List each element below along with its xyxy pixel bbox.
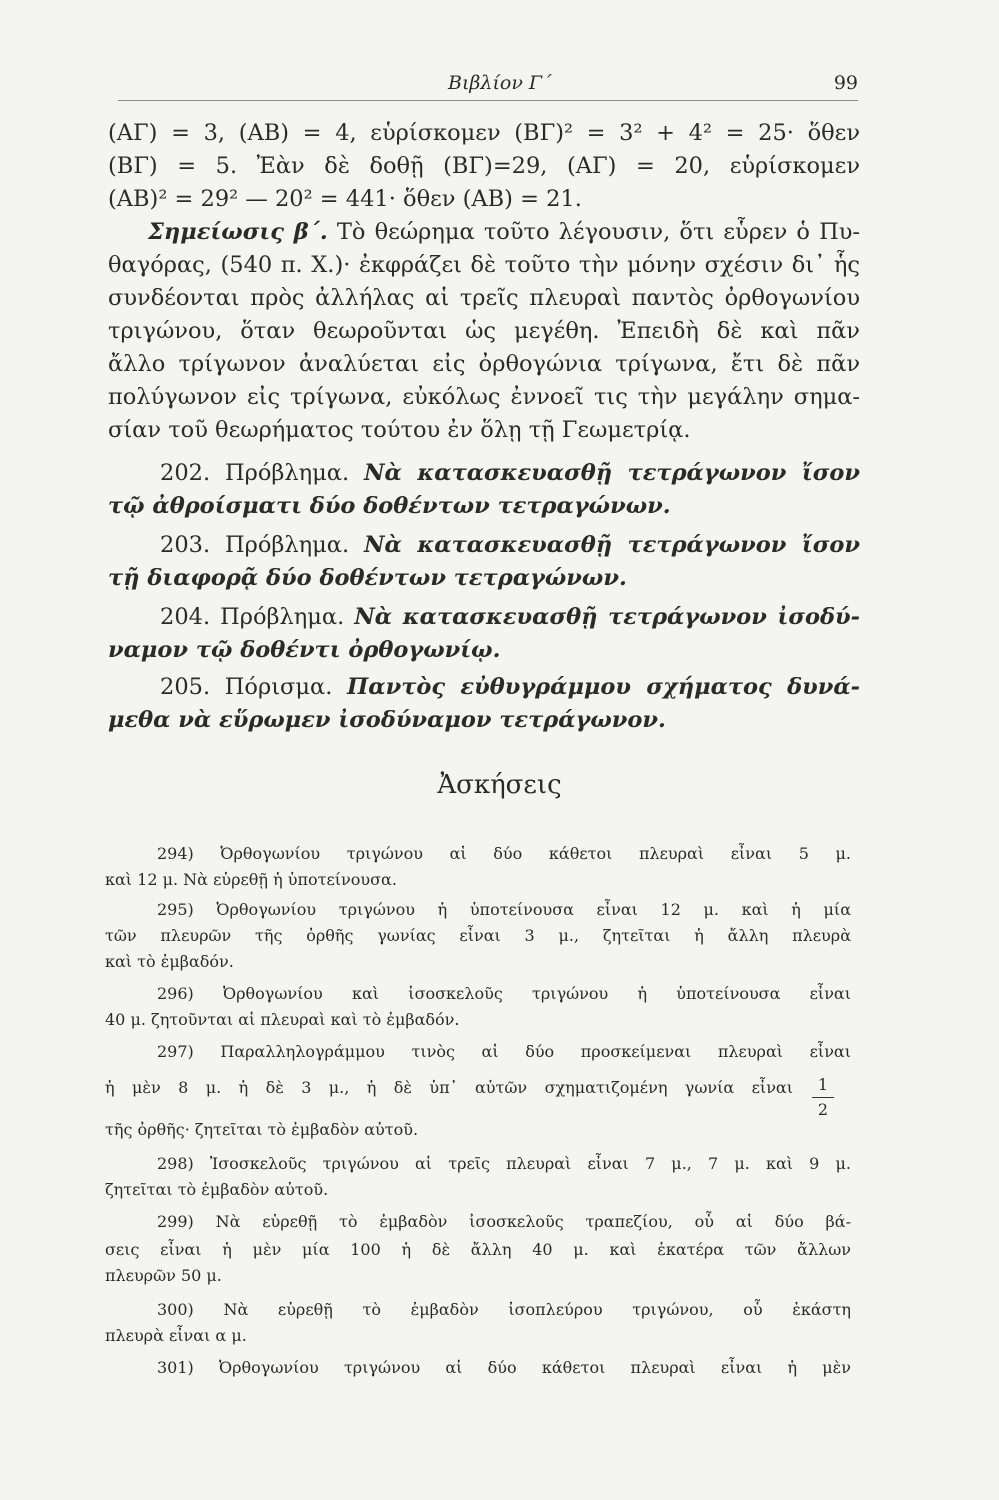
exercise-line: πλευρῶν 50 μ. <box>105 1266 222 1285</box>
page-header <box>118 70 858 101</box>
note-first-line <box>108 217 860 248</box>
exercise-line: καὶ 12 μ. Νὰ εὑρεθῇ ἡ ὑποτείνουσα. <box>105 870 397 889</box>
exercise-line: τῶν πλευρῶν τῆς ὀρθῆς γωνίας εἶναι 3 μ., ζητεῖται ἡ ἄλλη πλευρὰ <box>105 926 851 945</box>
problem-202-cont <box>108 491 860 522</box>
problem-text: Παντὸς εὐθυγράμμου σχήματος δυνά- <box>347 674 860 700</box>
problem-204 <box>108 602 860 633</box>
problem-number: 204. <box>160 604 211 630</box>
problem-text: τῇ διαφορᾷ δύο δοθέντων τετραγώνων. <box>108 565 627 591</box>
exercise-line: πλευρὰ εἶναι α μ. <box>105 1326 247 1345</box>
problem-text: ναμον τῷ δοθέντι ὀρθογωνίῳ. <box>108 637 501 663</box>
note-line: ἄλλο τρίγωνον ἀναλύεται εἰς ὀρθογώνια τρίγωνα, ἔτι δὲ πᾶν <box>108 351 860 377</box>
exercise-line: ζητεῖται τὸ ἐμβαδὸν αὐτοῦ. <box>105 1180 329 1199</box>
problem-text: Νὰ κατασκευασθῇ τετράγωνον ἰσοδύ- <box>354 604 860 630</box>
note-line: συνδέονται πρὸς ἀλλήλας αἱ τρεῖς πλευραὶ παντὸς ὀρθογωνίου <box>108 285 860 311</box>
exercise-line: τῆς ὀρθῆς· ζητεῖται τὸ ἐμβαδὸν αὐτοῦ. <box>105 1120 419 1139</box>
note-line: πολύγωνον εἰς τρίγωνα, εὐκόλως ἐννοεῖ τις τὴν μεγάλην σημα- <box>108 384 860 410</box>
exercise-line: 296) Ὀρθογωνίου καὶ ἰσοσκελοῦς τριγώνου ἡ ὑποτείνουσα εἶναι <box>157 984 851 1003</box>
exercise-line: 295) Ὀρθογωνίου τριγώνου ἡ ὑποτείνουσα εἶναι 12 μ. καὶ ἡ μία <box>157 900 851 919</box>
corollary-205-cont <box>108 705 860 736</box>
exercise-line: 297) Παραλληλογράμμου τινὸς αἱ δύο προσκείμεναι πλευραὶ εἶναι <box>157 1042 851 1061</box>
running-title: Βιβλίον Γ΄ <box>448 72 552 94</box>
text-line: (ΑΒ)² = 29² — 20² = 441· ὅθεν (ΑΒ) = 21. <box>108 186 582 212</box>
problem-text: τῷ ἀθροίσματι δύο δοθέντων τετραγώνων. <box>108 493 671 519</box>
problem-number: 205. <box>160 674 211 700</box>
exercise-line: σεις εἶναι ἡ μὲν μία 100 ἡ δὲ ἄλλη 40 μ. καὶ ἑκατέρα τῶν ἄλλων <box>105 1240 851 1259</box>
problem-text: Νὰ κατασκευασθῇ τετράγωνον ἴσον <box>363 460 860 486</box>
problem-kind: Πρόβλημα. <box>224 460 350 486</box>
problem-203-cont <box>108 563 860 594</box>
problem-204-cont <box>108 635 860 666</box>
corollary-205 <box>108 672 860 703</box>
page-number: 99 <box>833 72 858 94</box>
fraction-numerator: 1 <box>817 1075 829 1094</box>
text-line: (ΒΓ) = 5. Ἐὰν δὲ δοθῇ (ΒΓ)=29, (ΑΓ) = 20, εὑρίσκομεν <box>108 153 860 179</box>
problem-203 <box>108 530 860 561</box>
exercise-line: 40 μ. ζητοῦνται αἱ πλευραὶ καὶ τὸ ἐμβαδόν. <box>105 1010 460 1029</box>
problem-kind: Πρόβλημα. <box>220 604 345 630</box>
exercise-line: 300) Νὰ εὑρεθῇ τὸ ἐμβαδὸν ἰσοπλεύρου τριγώνου, οὗ ἑκάστη <box>157 1300 851 1319</box>
note-line: θαγόρας, (540 π. Χ.)· ἐκφράζει δὲ τοῦτο τὴν μόνην σχέσιν δι᾽ ἧς <box>108 252 860 278</box>
exercise-line: καὶ τὸ ἐμβαδόν. <box>105 952 234 971</box>
note-text: Τὸ θεώρημα τοῦτο λέγουσιν, ὅτι εὗρεν ὁ Πυ- <box>327 219 860 245</box>
problem-text: Νὰ κατασκευασθῇ τετράγωνον ἴσον <box>363 532 860 558</box>
exercise-line: 301) Ὀρθογωνίου τριγώνου αἱ δύο κάθετοι πλευραὶ εἶναι ἡ μὲν <box>157 1358 851 1377</box>
exercise-line: ἡ μὲν 8 μ. ἡ δὲ 3 μ., ἡ δὲ ὑπ᾽ αὐτῶν σχηματιζομένη γωνία εἶναι <box>105 1078 793 1097</box>
note-line: σίαν τοῦ θεωρήματος τούτου ἐν ὅλῃ τῇ Γεωμετρίᾳ. <box>108 417 691 443</box>
text-line: (ΑΓ) = 3, (ΑΒ) = 4, εὑρίσκομεν (ΒΓ)² = 3² + 4² = 25· ὅθεν <box>108 120 860 146</box>
exercises-heading: Ἀσκήσεις <box>437 770 562 800</box>
note-label: Σημείωσις β΄. <box>148 219 328 245</box>
note-line: τριγώνου, ὅταν θεωροῦνται ὡς μεγέθη. Ἐπειδὴ δὲ καὶ πᾶν <box>108 318 860 344</box>
fraction-denominator: 2 <box>817 1100 829 1119</box>
problem-text: μεθα νὰ εὕρωμεν ἰσοδύναμον τετράγωνον. <box>108 707 666 733</box>
problem-kind: Πρόβλημα. <box>224 532 350 558</box>
exercise-line: 298) Ἰσοσκελοῦς τριγώνου αἱ τρεῖς πλευραὶ εἶναι 7 μ., 7 μ. καὶ 9 μ. <box>157 1154 851 1173</box>
exercise-line: 299) Νὰ εὑρεθῇ τὸ ἐμβαδὸν ἰσοσκελοῦς τραπεζίου, οὗ αἱ δύο βά- <box>157 1212 851 1231</box>
fraction <box>808 1075 838 1120</box>
exercise-line: 294) Ὀρθογωνίου τριγώνου αἱ δύο κάθετοι πλευραὶ εἶναι 5 μ. <box>157 844 851 863</box>
problem-number: 202. <box>160 460 211 486</box>
problem-kind: Πόρισμα. <box>224 674 333 700</box>
fraction-bar <box>812 1097 834 1098</box>
problem-202 <box>108 458 860 489</box>
problem-number: 203. <box>160 532 211 558</box>
